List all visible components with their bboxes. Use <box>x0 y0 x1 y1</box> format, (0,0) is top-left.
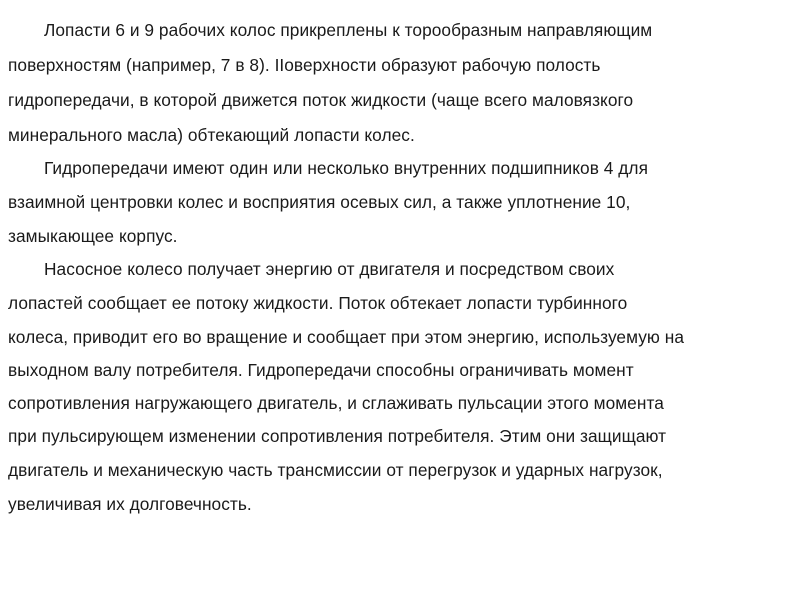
paragraph-3-line-1: Насосное колесо получает энергию от двигателя и посредством своих <box>44 259 615 279</box>
paragraph-3-line-5: сопротивления нагружающего двигатель, и сглаживать пульсации этого момента <box>8 393 664 413</box>
paragraph-2-line-3: замыкающее корпус. <box>8 226 178 246</box>
paragraph-1-line-4: минерального масла) обтекающий лопасти колес. <box>8 125 415 145</box>
paragraph-3-line-2: лопастей сообщает ее потоку жидкости. Поток обтекает лопасти турбинного <box>8 293 628 313</box>
paragraph-3-line-6: при пульсирующем изменении сопротивления потребителя. Этим они защищают <box>8 426 667 446</box>
paragraph-1-line-3: гидропередачи, в которой движется поток жидкости (чаще всего маловязкого <box>8 90 634 110</box>
paragraph-3-line-4: выходном валу потребителя. Гидропередачи способны ограничивать момент <box>8 360 634 380</box>
paragraph-2-line-2: взаимной центровки колес и восприятия осевых сил, а также уплотнение 10, <box>8 192 631 212</box>
paragraph-3-line-8: увеличивая их долговечность. <box>8 494 252 514</box>
paragraph-2-line-1: Гидропередачи имеют один или несколько внутренних подшипников 4 для <box>44 158 648 178</box>
paragraph-1-line-2: поверхностям (например, 7 в 8). IIоверхности образуют рабочую полость <box>8 55 601 75</box>
paragraph-3-line-3: колеса, приводит его во вращение и сообщает при этом энергию, используемую на <box>8 327 685 347</box>
paragraph-1-line-1: Лопасти 6 и 9 рабочих колос прикреплены к торообразным направляющим <box>44 20 653 40</box>
paragraph-3-line-7: двигатель и механическую часть трансмиссии от перегрузок и ударных нагрузок, <box>8 460 663 480</box>
